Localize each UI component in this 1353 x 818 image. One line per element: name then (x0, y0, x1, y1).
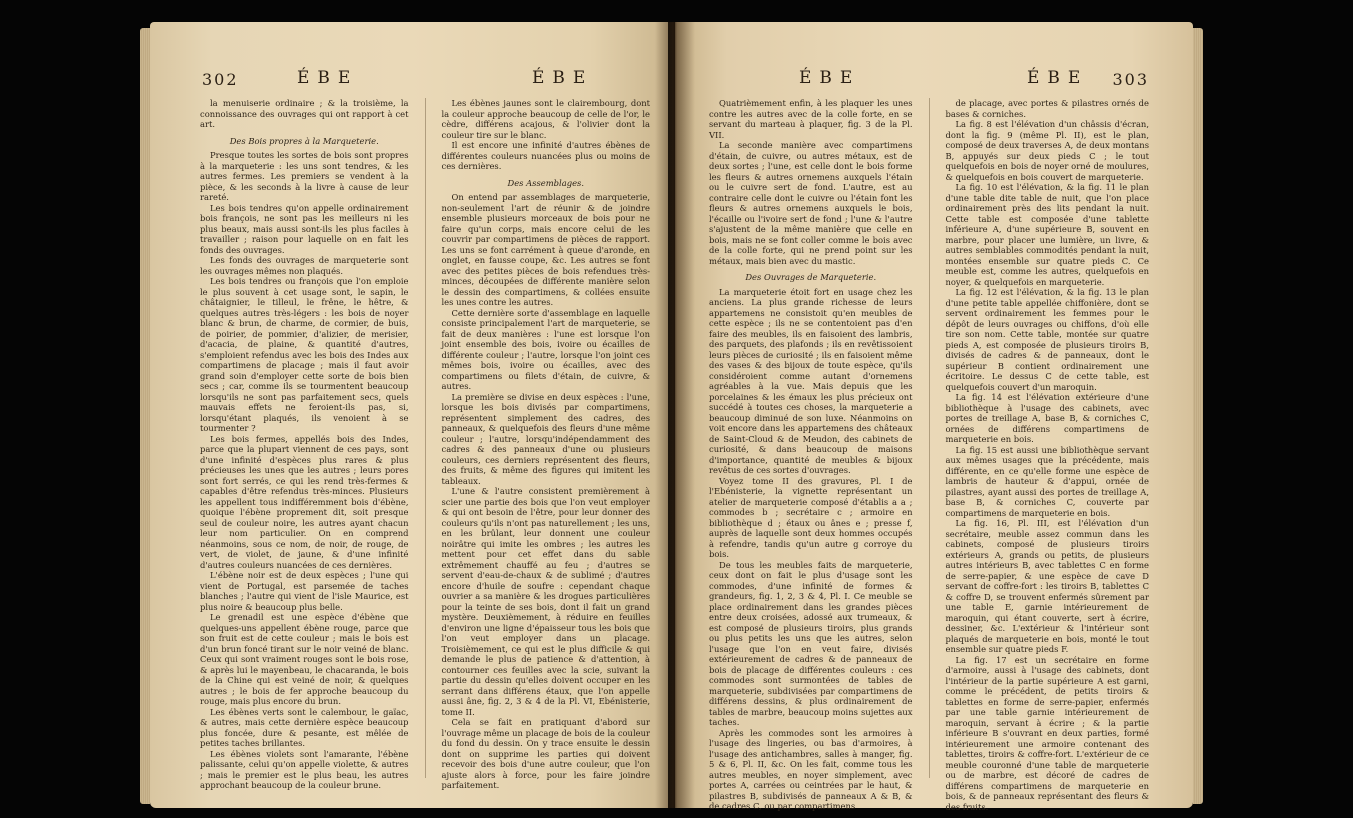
paragraph: de placage, avec portes & pilastres ornés de bases & corniches. (945, 98, 1149, 119)
paragraph: Presque toutes les sortes de bois sont propres à la marqueterie : les uns sont tendres, & les autres fermes. Les premiers se vendent à la pièce, & les seconds à la livre à cause de leur rareté. (200, 150, 409, 202)
right-page (675, 22, 1193, 812)
section-heading: Des Ouvrages de Marqueterie. (745, 272, 877, 282)
left-page (150, 22, 668, 808)
left-column-1 (200, 98, 409, 790)
column-divider (929, 98, 930, 778)
paragraph: Les bois tendres qu'on appelle ordinairement bois françois, ne sont pas les meilleurs ni les plus beaux, mais aussi sont-ils les plus faciles à travailler ; raison pour laquelle on en fait les fonds des ouvrages. (200, 202, 409, 255)
paragraph: La seconde manière avec compartimens d'étain, de cuivre, ou autres métaux, est de deux sortes ; l'une, est celle dont le bois forme les fleurs & autres ornemens auxquels l'étain ou le cuivre sert de fond. L'autre, est au contraire celle dont le cuivre ou l'étain font les fleurs & autres ornemens auxquels le bois, l'écaille ou l'ivoire sert de fond ; l'une & l'autre s'ajustent de la même manière que celle en bois, mais ne se font coller comme le bois avec de la colle forte, qui ne prend point sur les métaux, mais bien avec du mastic. (709, 140, 913, 266)
header-word-left-1: ÉBE (297, 68, 359, 88)
paragraph: La fig. 16, Pl. III, est l'élévation d'un secrétaire, meuble assez commun dans les cabinets, composé de plusieurs tiroirs extérieurs A, grands ou petits, de plusieurs autres intérieurs B, avec tablettes C en forme de serre-papier, & une espèce de cave D servant de coffre-fort : les tiroirs B, tablettes C & coffre D, se trouvent enfermés sûrement par une table E, garnie intérieurement de maroquin, qui étant couverte, sert à écrire, dessiner, &c. L'extérieur & l'intérieur sont plaqués de marqueterie en bois, monté le tout ensemble sur quatre pieds F. (945, 518, 1149, 654)
paragraph: La marqueterie étoit fort en usage chez les anciens. La plus grande richesse de leurs appartemens ne consistoit qu'en meubles de cette espèce ; ils ne se contentoient pas d'en faire des meubles, ils en faisoient des lambris, des parquets, des plafonds ; ils en revêtissoient leurs pièces de curiosité ; ils en faisoient même des vases & des bijoux de toute espèce, qu'ils considéroient comme autant d'ornemens agréables à la vue. Mais depuis que les porcelaines & les émaux les plus précieux ont succédé à toutes ces choses, la marqueterie a beaucoup diminué de son luxe. Néanmoins on voit encore dans les appartemens des châteaux de Saint-Cloud & de Meudon, des cabinets de curiosité, & dans beaucoup de maisons d'importance, quantité de meubles & bijoux revêtus de ces sortes d'ouvrages. (709, 286, 913, 475)
paragraph: La fig. 15 est aussi une bibliothèque servant aux mêmes usages que la précédente, mais différente, en ce qu'elle forme une espèce de lambris de hauteur & d'appui, ornée de pilastres, ayant aussi des portes de treillage A, base B, & corniches C, couverte par compartimens de marqueterie en bois. (945, 444, 1149, 518)
column-divider (425, 98, 426, 778)
paragraph: Il est encore une infinité d'autres ébènes de différentes couleurs nuancées plus ou moins de ces dernières. (441, 140, 650, 171)
paragraph: La fig. 10 est l'élévation, & la fig. 11 le plan d'une table dite table de nuit, que l'on place ordinairement près des lits pendant la nuit. Cette table est composée d'une tablette inférieure A, d'une supérieure B, souvent en marbre, pour placer une lumière, un livre, & autres semblables commodités pendant la nuit, montées ensemble sur quatre pieds C. Ce meuble est, comme les autres, quelquefois en noyer, & quelquefois en marqueterie. (945, 182, 1149, 287)
paragraph: On entend par assemblages de marqueterie, non-seulement l'art de réunir & de joindre ensemble plusieurs morceaux de bois pour ne faire qu'un corps, mais encore celui de les couvrir par compartimens de pièces de rapport. Les uns se font carrément à queue d'aronde, en onglet, en fausse coupe, &c. Les autres se font avec des petites pièces de bois refendues très-minces, découpées de différente manière selon le dessin des compartimens, & collées ensuite les unes contre les autres. (441, 192, 650, 307)
section-heading: Des Assemblages. (507, 177, 584, 188)
right-column-1 (709, 98, 913, 811)
paragraph: La première se divise en deux espèces : l'une, lorsque les bois divisés par compartimens, représentent simplement des cadres, des panneaux, & quelquefois des fleurs d'une même couleur ; l'autre, lorsqu'indépendamment des cadres & des panneaux d'une ou plusieurs couleurs, ces derniers représentent des fleurs, des fruits, & même des figures qui imitent les tableaux. (441, 391, 650, 486)
paragraph: Les ébènes violets sont l'amarante, l'ébène palissante, celui qu'on appelle violette, & autres ; mais le premier est le plus beau, les autres approchant beaucoup de la couleur brune. (200, 748, 409, 790)
right-column-2 (945, 98, 1150, 812)
paragraph: La fig. 14 est l'élévation extérieure d'une bibliothèque à l'usage des cabinets, avec portes de treillage A, base B, & corniches C, ornées de différens compartimens de marqueterie en bois. (945, 392, 1149, 444)
right-page-columns (709, 98, 1149, 812)
paragraph: La fig. 8 est l'élévation d'un châssis d'écran, dont la fig. 9 (même Pl. II), est le plan, composé de deux traverses A, de deux montans B, appuyés sur deux pieds C ; le tout quelquefois en bois de noyer orné de moulures, & quelquefois en bois couvert de marqueterie. (945, 119, 1149, 182)
running-header-right (709, 68, 1149, 94)
paragraph: La fig. 17 est un secrétaire en forme d'armoire, aussi à l'usage des cabinets, dont l'intérieur de la partie supérieure A est garni, comme le précédent, de petits tiroirs & tablettes en forme de serre-papier, enfermés par une table garnie intérieurement de maroquin, servant à écrire ; & la partie inférieure B s'ouvrant en deux parties, formé intérieurement une armoire contenant des tablettes, tiroirs & coffre-fort. L'extérieur de ce meuble couronné d'une table de marqueterie ou de marbre, est décoré de cadres de différens compartimens de marqueterie en bois, & de panneaux représentant des fleurs & des fruits. (945, 654, 1149, 812)
header-word-right-1: ÉBE (799, 68, 861, 88)
header-word-left-2: ÉBE (532, 68, 594, 88)
paragraph: Les ébènes jaunes sont le clairembourg, dont la couleur approche beaucoup de celle de l'or, le cèdre, différens acajous, & l'olivier dont la couleur tire sur le blanc. (441, 98, 650, 140)
paragraph: Les fonds des ouvrages de marqueterie sont les ouvrages mêmes non plaqués. (200, 255, 409, 276)
left-column-2 (441, 98, 651, 790)
paragraph: Le grenadil est une espèce d'ébène que quelques-uns appellent ébène rouge, parce que son fruit est de cette couleur ; mais le bois est d'un brun foncé tirant sur le noir veiné de blanc. Ceux qui sont vraiment rouges sont le bois rose, & après lui le mayenbeau, le chacaranda, le bois de la Chine qui est veiné de noir, & quelques autres ; le bois de fer approche beaucoup du rouge, mais plus encore du brun. (200, 612, 409, 706)
running-header-left (202, 68, 646, 94)
page-number-right: 303 (1112, 70, 1149, 89)
left-page-columns (200, 98, 650, 790)
paragraph: Voyez tome II des gravures, Pl. I de l'Ebénisterie, la vignette représentant un atelier de marqueterie composé d'établis a a ; commodes b ; secrétaire c ; armoire en bibliothèque d ; étaux ou ânes e ; presse f, auprès de laquelle sont deux hommes occupés à refendre, tandis qu'un autre g corroye du bois. (709, 475, 913, 559)
open-book (150, 22, 1200, 810)
paragraph: Après les commodes sont les armoires à l'usage des lingeries, ou bas d'armoires, à l'usage des antichambres, salles à manger, fig. 5 & 6, Pl. II, &c. On les fait, comme tous les autres meubles, en noyer simplement, avec portes A, carrées ou ceintrées par le haut, & pilastres B, subdivisés de panneaux A & B, & de cadres C, ou par compartimens (709, 727, 913, 811)
paragraph: Les ébènes verts sont le calembour, le gaïac, & autres, mais cette dernière espèce beaucoup plus foncée, dure & pesante, est mêlée de petites taches brillantes. (200, 706, 409, 748)
paragraph: Cette dernière sorte d'assemblage en laquelle consiste principalement l'art de marqueterie, se fait de deux manières : l'une est lorsque l'on joint ensemble des bois, ivoire ou écailles de différente couleur ; l'autre, lorsque l'on joint ces mêmes bois, ivoire ou écailles, avec des compartimens ou filets d'étain, de cuivre, & autres. (441, 307, 650, 391)
page-edge-left (140, 28, 150, 804)
paragraph: Quatrièmement enfin, à les plaquer les unes contre les autres avec de la colle forte, en se servant du marteau à plaquer, fig. 3 de la Pl. VII. (709, 98, 913, 140)
paragraph: Les bois fermes, appellés bois des Indes, parce que la plupart viennent de ces pays, sont d'une infinité d'espèces plus rares & plus précieuses les unes que les autres ; leurs pores sont fort serrés, ce qui les rend très-fermes & capables d'être refendus très-minces. Plusieurs les appellent tous indifféremment bois d'ébène, quoique l'ébène proprement dit, soit presque seul de couleur noire, les autres ayant chacun leur nom particulier. On en comprend néanmoins, sous ce nom, de noir, de rouge, de vert, de violet, de jaune, & d'une infinité d'autres couleurs nuancées de ces dernières. (200, 433, 409, 570)
paragraph: Cela se fait en pratiquant d'abord sur l'ouvrage même un placage de bois de la couleur du fond du dessin. On y trace ensuite le dessin dont on supprime les parties qui doivent recevoir des bois d'une autre couleur, que l'on ajuste alors à force, pour les faire joindre parfaitement. (441, 717, 650, 790)
page-number-left: 302 (202, 70, 239, 89)
section-heading: Des Bois propres à la Marqueterie. (229, 135, 379, 146)
paragraph: De tous les meubles faits de marqueterie, ceux dont on fait le plus d'usage sont les commodes, d'une infinité de formes & grandeurs, fig. 1, 2, 3 & 4, Pl. I. Ce meuble se place ordinairement dans les grandes pièces entre deux croisées, adossé aux trumeaux, & est composé de plusieurs tiroirs, plus grands ou plus petits les uns que les autres, selon l'usage que l'on en veut faire, divisés extérieurement de cadres & de panneaux de bois de placage de différentes couleurs : ces commodes sont surmontées de tables de marqueterie, subdivisées par compartimens de différens dessins, & plus ordinairement de tables de marbre, beaucoup moins sujettes aux taches. (709, 559, 913, 727)
paragraph: L'une & l'autre consistent premièrement à scier une partie des bois que l'on veut employer & qui ont besoin de l'être, pour leur donner des couleurs qu'ils n'ont pas naturellement ; les uns, en les brûlant, leur donnent une couleur noirâtre qui imite les ombres ; les autres les mettent pour cet effet dans du sable extrêmement chauffé au feu ; d'autres se servent d'eau-de-chaux & de sublimé ; d'autres encore d'huile de soufre : cependant chaque ouvrier a sa manière & les drogues particulières pour la teinte de ses bois, dont il fait un grand mystère. Deuxièmement, à réduire en feuilles d'environ une ligne d'épaisseur tous les bois que l'on veut employer dans un placage. Troisièmement, ce qui est le plus difficile & qui demande le plus de patience & d'attention, à contourner ces feuilles avec la scie, suivant la partie du dessin qu'elles doivent occuper en les serrant dans différens étaux, que l'on appelle aussi âne, fig. 2, 3 & 4 de la Pl. VI, Ebénisterie, tome II. (441, 486, 650, 717)
header-word-right-2: ÉBE (1027, 68, 1089, 88)
paragraph: La fig. 12 est l'élévation, & la fig. 13 le plan d'une petite table appellée chiffonière, dont se servent ordinairement les femmes pour le dépôt de leurs ouvrages ou chiffons, d'où elle tire son nom. Cette table, montée sur quatre pieds A, est composée de plusieurs tiroirs B, divisés de cadres & de panneaux, dont le supérieur B contient ordinairement une écritoire. Le dessus C de cette table, est quelquefois couvert d'un maroquin. (945, 287, 1149, 392)
paragraph: L'ébène noir est de deux espèces ; l'une qui vient de Portugal, est parsemée de taches blanches ; l'autre qui vient de l'isle Maurice, est plus noire & beaucoup plus belle. (200, 570, 409, 612)
paragraph: Les bois tendres ou françois que l'on emploie le plus souvent à cet usage sont, le sapin, le châtaignier, le tilleul, le frêne, le hêtre, & quelques autres très-légers : les bois de noyer blanc & brun, de charme, de cormier, de buis, de poirier, de pommier, d'alizier, de merisier, d'acacia, de plaine, & quantité d'autres, s'emploient refendus avec les bois des Indes aux compartimens de placage ; mais il faut avoir grand soin d'employer cette sorte de bois bien secs ; car, comme ils se tourmentent beaucoup lorsqu'ils ne sont pas parfaitement secs, quels mauvais effets ne feroient-ils pas, si, lorsqu'étant plaqués, ils venoient à se tourmenter ? (200, 276, 409, 433)
page-edge-right (1193, 28, 1203, 804)
paragraph: la menuiserie ordinaire ; & la troisième, la connoissance des ouvrages qui ont rapport à cet art. (200, 98, 409, 129)
